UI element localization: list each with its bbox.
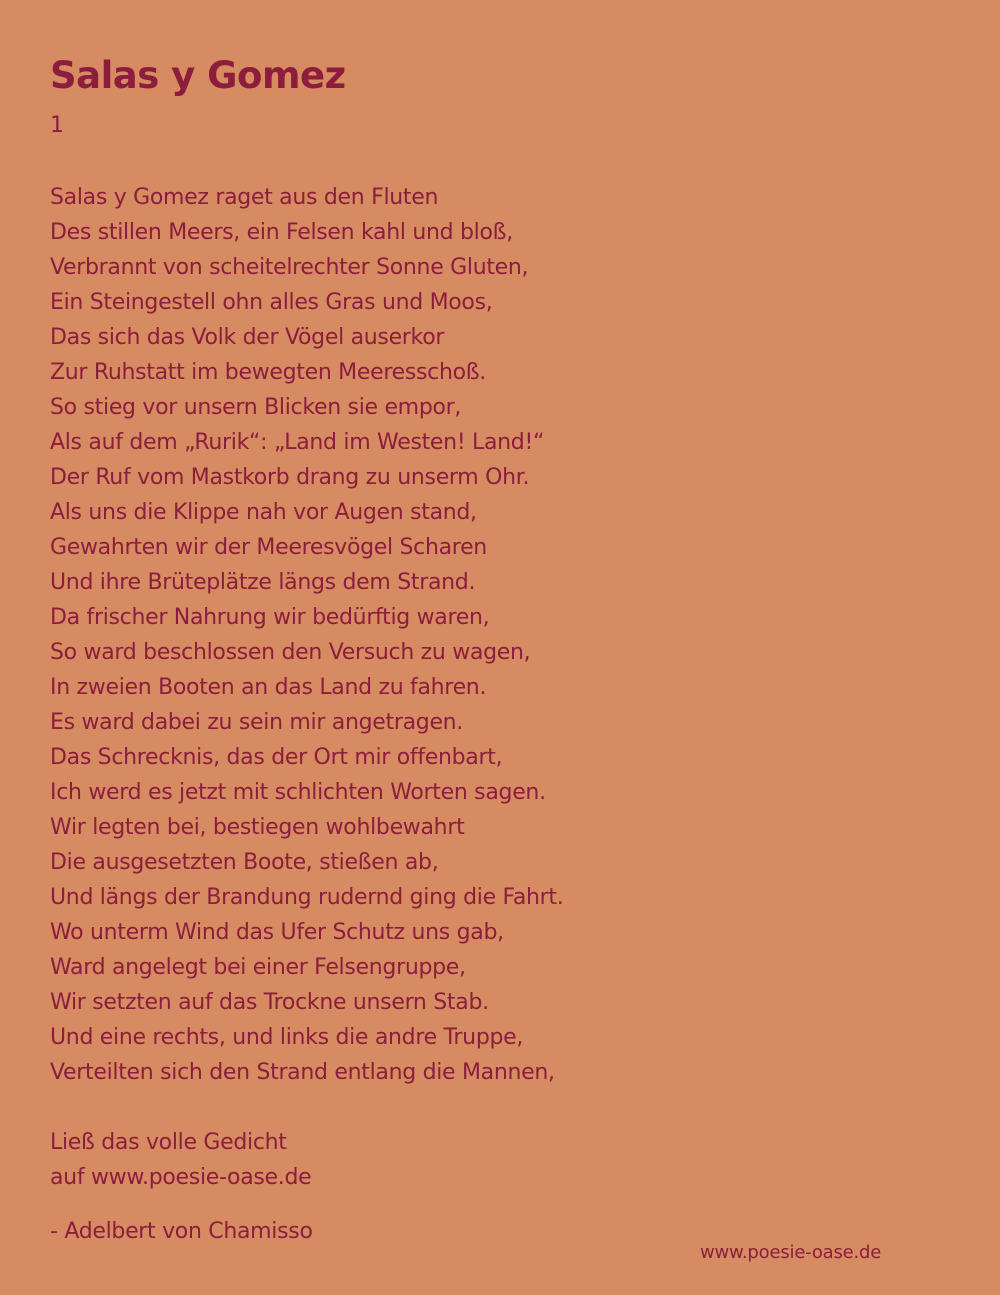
poem-line: Ward angelegt bei einer Felsengruppe,	[50, 955, 466, 980]
poem-line: Zur Ruhstatt im bewegten Meeresschoß.	[50, 360, 487, 385]
poem-line: Und eine rechts, und links die andre Truppe,	[50, 1025, 524, 1050]
poem-line: Die ausgesetzten Boote, stießen ab,	[50, 850, 439, 875]
poem-body	[50, 180, 970, 1090]
poem-line: Ein Steingestell ohn alles Gras und Moos,	[50, 290, 493, 315]
poem-line: Das Schrecknis, das der Ort mir offenbart,	[50, 745, 503, 770]
poem-line: Und längs der Brandung rudernd ging die Fahrt.	[50, 885, 564, 910]
poem-line: Da frischer Nahrung wir bedürftig waren,	[50, 605, 490, 630]
poem-author: - Adelbert von Chamisso	[50, 1219, 313, 1244]
poem-line: Wir legten bei, bestiegen wohlbewahrt	[50, 815, 465, 840]
poem-line: Wo unterm Wind das Ufer Schutz uns gab,	[50, 920, 504, 945]
section-number: 1	[50, 113, 64, 138]
read-more-line: Ließ das volle Gedicht	[50, 1130, 287, 1155]
poem-line: Wir setzten auf das Trockne unsern Stab.	[50, 990, 489, 1015]
poem-line: In zweien Booten an das Land zu fahren.	[50, 675, 487, 700]
poem-line: Des stillen Meers, ein Felsen kahl und bloß,	[50, 220, 513, 245]
site-watermark: www.poesie-oase.de	[700, 1242, 882, 1263]
poem-line: Als auf dem „Rurik“: „Land im Westen! Land!“	[50, 430, 545, 455]
poem-line: Gewahrten wir der Meeresvögel Scharen	[50, 535, 487, 560]
poem-line: Salas y Gomez raget aus den Fluten	[50, 185, 439, 210]
poem-line: So stieg vor unsern Blicken sie empor,	[50, 395, 462, 420]
poem-line: Ich werd es jetzt mit schlichten Worten sagen.	[50, 780, 546, 805]
poem-line: Als uns die Klippe nah vor Augen stand,	[50, 500, 477, 525]
poem-line: Verbrannt von scheitelrechter Sonne Gluten,	[50, 255, 529, 280]
poem-line: Der Ruf vom Mastkorb drang zu unserm Ohr.	[50, 465, 530, 490]
poem-title: Salas y Gomez	[50, 54, 346, 97]
read-more-note	[50, 1125, 311, 1195]
poem-line: Es ward dabei zu sein mir angetragen.	[50, 710, 464, 735]
poem-line: Verteilten sich den Strand entlang die Mannen,	[50, 1060, 555, 1085]
poem-line: Und ihre Brüteplätze längs dem Strand.	[50, 570, 476, 595]
read-more-link: auf www.poesie-oase.de	[50, 1165, 312, 1190]
poem-line: Das sich das Volk der Vögel auserkor	[50, 325, 445, 350]
poem-line: So ward beschlossen den Versuch zu wagen,	[50, 640, 531, 665]
